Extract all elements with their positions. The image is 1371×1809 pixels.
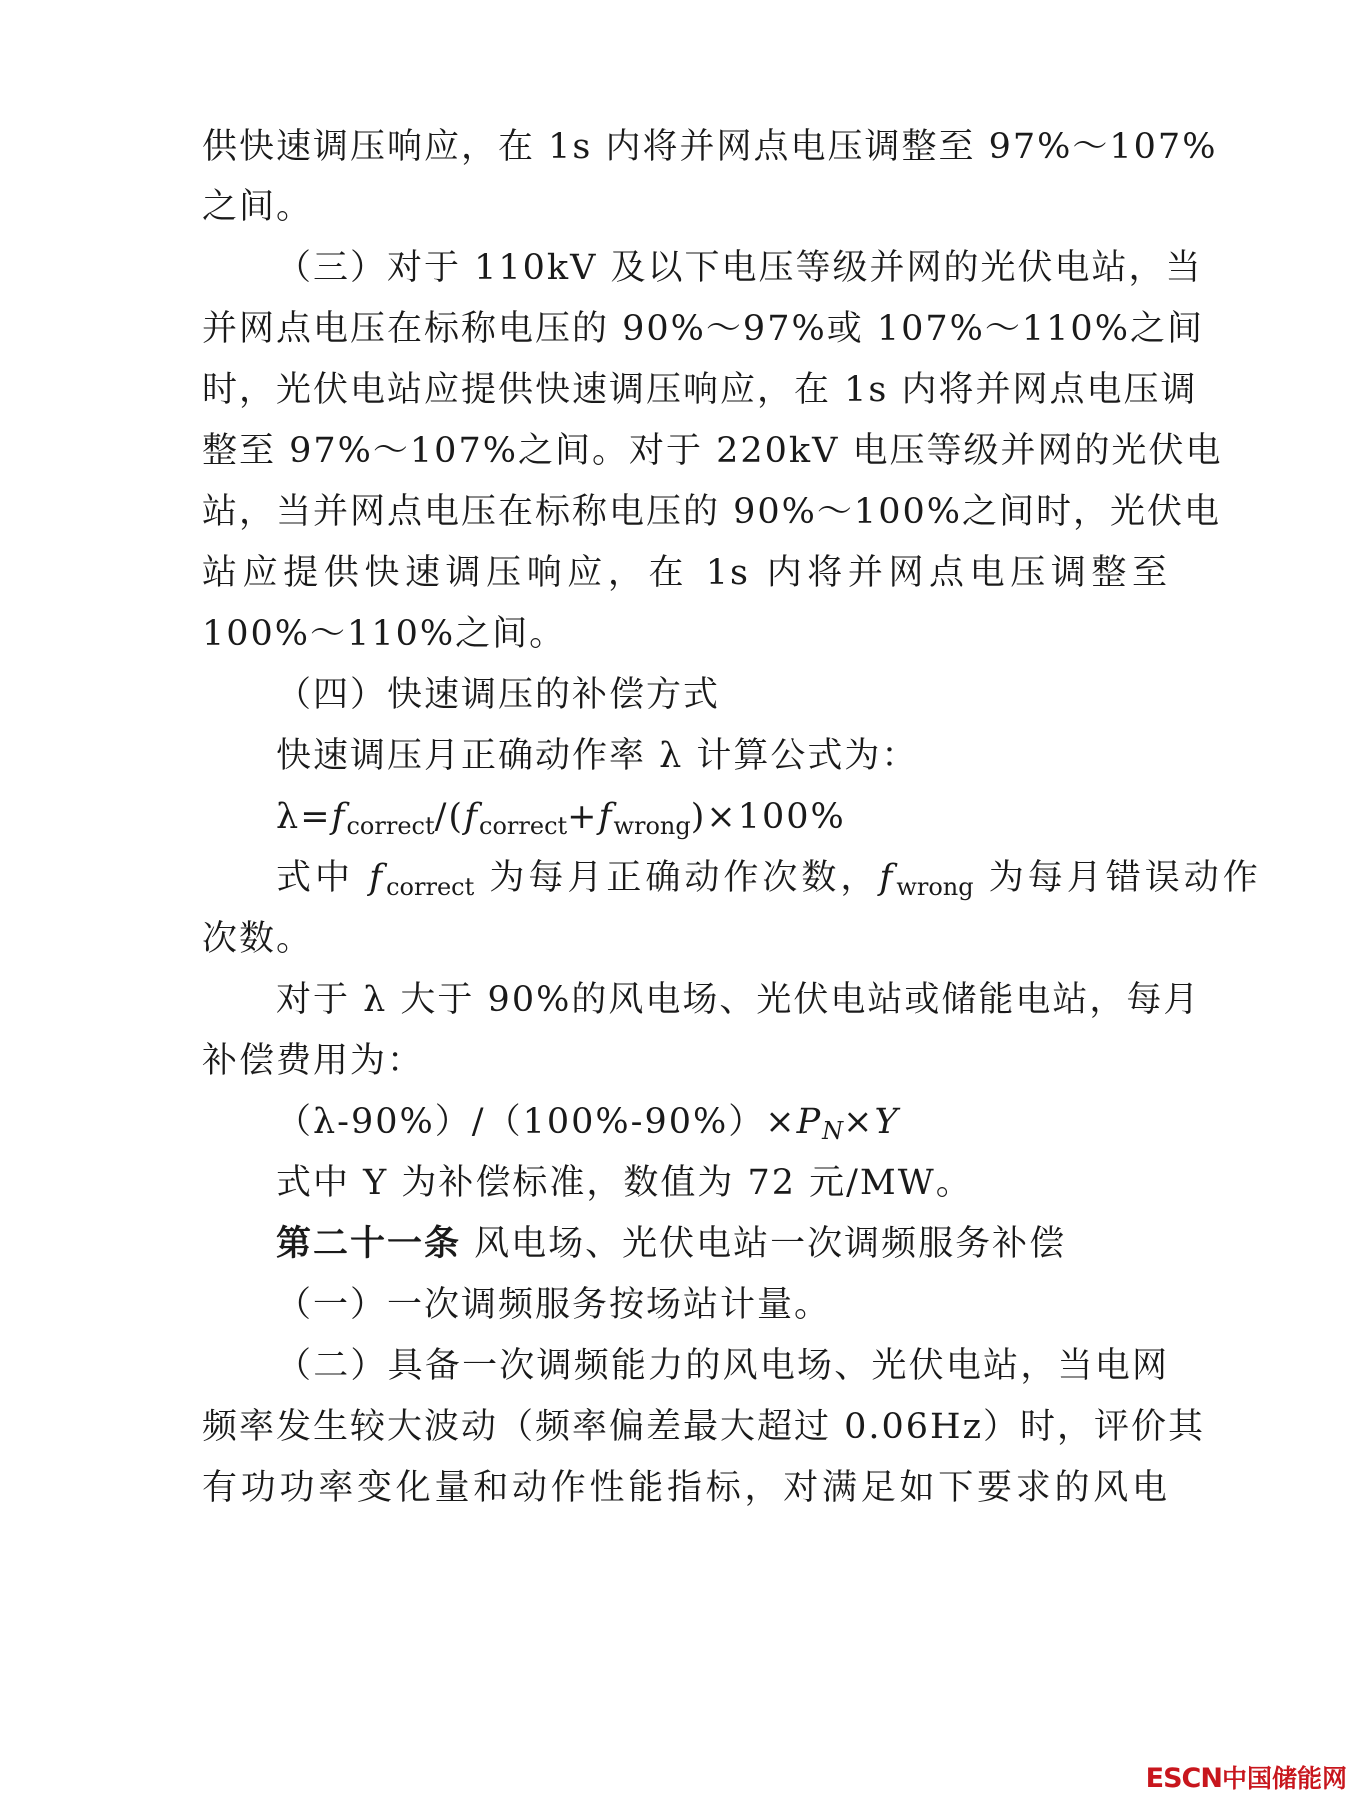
comp-p: P <box>796 1102 823 1142</box>
text-line-4: 并网点电压在标称电压的 90%～97%或 107%～110%之间 <box>202 309 1204 349</box>
lambda-formula <box>276 792 1169 842</box>
comp-y: Y <box>874 1102 900 1142</box>
formula-intro: 快速调压月正确动作率 λ 计算公式为： <box>276 736 919 776</box>
compensation-formula <box>276 1097 1169 1147</box>
text-line-6: 整至 97%～107%之间。对于 220kV 电压等级并网的光伏电 <box>202 431 1223 471</box>
desc-suffix: 为每月错误动作 <box>973 858 1262 898</box>
formula-lambda: λ <box>276 797 301 837</box>
formula-f-1: f <box>331 797 347 837</box>
text-line-16: 式中 Y 为补偿标准，数值为 72 元/MW。 <box>276 1163 973 1203</box>
article-21-heading <box>276 1219 1169 1269</box>
formula-tail: )×100% <box>690 797 846 837</box>
comp-formula-main: （λ-90%）/（100%-90%）× <box>276 1102 797 1142</box>
text-line-14: 补偿费用为： <box>202 1041 425 1081</box>
formula-plus: + <box>567 797 599 837</box>
text-line-7: 站，当并网点电压在标称电压的 90%～100%之间时，光伏电 <box>202 492 1221 532</box>
text-line-19: （二）具备一次调频能力的风电场、光伏电站，当电网 <box>276 1346 1169 1386</box>
formula-sub-wrong: wrong <box>613 812 691 840</box>
formula-f-2: f <box>464 797 480 837</box>
text-line-9: 100%～110%之间。 <box>202 614 567 654</box>
text-line-12: 次数。 <box>202 919 314 959</box>
watermark-name: 中国储能网 <box>1221 1764 1347 1793</box>
text-line-2: 之间。 <box>202 187 314 227</box>
desc-sub-wrong: wrong <box>896 873 974 901</box>
text-line-20: 频率发生较大波动（频率偏差最大超过 0.06Hz）时，评价其 <box>202 1407 1206 1447</box>
formula-equals: = <box>300 797 332 837</box>
comp-times: × <box>843 1102 875 1142</box>
escn-watermark-logo <box>1146 1761 1347 1797</box>
text-line-1: 供快速调压响应，在 1s 内将并网点电压调整至 97%～107% <box>202 127 1218 167</box>
text-line-21: 有功功率变化量和动作性能指标，对满足如下要求的风电 <box>202 1468 1169 1508</box>
text-line-5: 时，光伏电站应提供快速调压响应，在 1s 内将并网点电压调 <box>202 370 1198 410</box>
text-line-18: （一）一次调频服务按场站计量。 <box>276 1285 832 1325</box>
watermark-brand: ESCN <box>1145 1763 1222 1794</box>
text-line-3: （三）对于 110kV 及以下电压等级并网的光伏电站，当 <box>276 248 1203 288</box>
text-line-13: 对于 λ 大于 90%的风电场、光伏电站或储能电站，每月 <box>276 980 1201 1020</box>
article-title: 风电场、光伏电站一次调频服务补偿 <box>474 1224 1067 1264</box>
desc-mid: 为每月正确动作次数， <box>474 858 880 898</box>
desc-f-1: f <box>369 858 387 898</box>
section-heading-4: （四）快速调压的补偿方式 <box>276 675 721 715</box>
comp-sub-n: N <box>822 1117 844 1145</box>
formula-sub-correct-2: correct <box>479 812 568 840</box>
desc-sub-correct: correct <box>386 873 475 901</box>
formula-description <box>276 853 1262 903</box>
article-number: 第二十一条 <box>276 1224 462 1264</box>
text-line-8: 站应提供快速调压响应，在 1s 内将并网点电压调整至 <box>202 553 1169 593</box>
desc-f-2: f <box>879 858 897 898</box>
formula-sub-correct-1: correct <box>346 812 435 840</box>
formula-f-3: f <box>598 797 614 837</box>
desc-prefix: 式中 <box>276 858 370 898</box>
formula-slash-paren: /( <box>434 797 465 837</box>
